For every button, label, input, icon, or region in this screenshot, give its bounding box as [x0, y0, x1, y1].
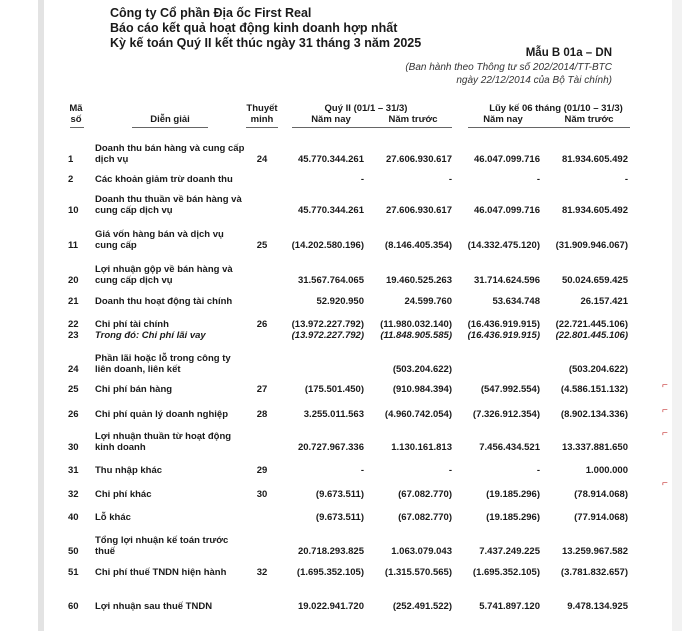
- row-ytd-prior-year: -: [624, 174, 628, 185]
- row-description: Chi phí tài chính: [95, 319, 169, 330]
- stamp-mark: ⌐: [662, 428, 668, 439]
- row-description: Lỗ khác: [95, 512, 131, 523]
- row-ytd-prior-year: (4.586.151.132): [560, 384, 628, 395]
- row-description: Lợi nhuận sau thuế TNDN: [95, 601, 213, 612]
- row-ytd-prior-year: 26.157.421: [580, 296, 628, 307]
- row-ytd-this-year: (7.326.912.354): [472, 409, 540, 420]
- row-code: 60: [68, 601, 79, 612]
- row-quarter-this-year: (9.673.511): [315, 489, 364, 500]
- row-quarter-this-year: -: [360, 174, 364, 185]
- row-ytd-prior-year: 50.024.659.425: [561, 275, 628, 286]
- row-code: 50: [68, 546, 79, 557]
- col-quarter-header: Quý II (01/1 – 31/3): [324, 103, 408, 114]
- row-description: Doanh thu bán hàng và cung cấp dịch vụ: [95, 143, 245, 165]
- row-ytd-this-year: 31.714.624.596: [473, 275, 540, 286]
- circular-line-1: (Ban hành theo Thông tư số 202/2014/TT-BTC: [405, 62, 612, 73]
- report-period: Kỳ kế toán Quý II kết thúc ngày 31 tháng 3 năm 2025: [110, 36, 422, 50]
- row-ytd-this-year: (16.436.919.915): [467, 319, 540, 330]
- row-code: 2: [68, 174, 74, 185]
- row-description: Trong đó: Chi phí lãi vay: [95, 330, 206, 341]
- row-code: 24: [68, 364, 79, 375]
- row-quarter-prior-year: (1.315.570.565): [384, 567, 452, 578]
- row-ytd-this-year: -: [536, 174, 540, 185]
- row-quarter-prior-year: (503.204.622): [392, 364, 452, 375]
- col-quarter-this-year: Năm nay: [311, 114, 351, 125]
- row-ytd-this-year: (19.185.296): [486, 512, 540, 523]
- row-quarter-prior-year: -: [448, 465, 452, 476]
- row-quarter-prior-year: (4.960.742.054): [384, 409, 452, 420]
- row-ytd-prior-year: (31.909.946.067): [555, 240, 628, 251]
- row-quarter-this-year: (1.695.352.105): [296, 567, 364, 578]
- row-ytd-prior-year: (8.902.134.336): [560, 409, 628, 420]
- row-code: 22: [68, 319, 79, 330]
- row-quarter-this-year: -: [360, 465, 364, 476]
- row-description: Doanh thu thuần về bán hàng và cung cấp dịch vụ: [95, 194, 242, 216]
- row-note: 25: [256, 240, 268, 251]
- row-quarter-prior-year: 19.460.525.263: [385, 275, 452, 286]
- row-ytd-prior-year: 81.934.605.492: [561, 154, 628, 165]
- col-code-header-1: Mã: [69, 103, 83, 114]
- row-note: 30: [256, 489, 268, 500]
- col-ytd-this-year: Năm nay: [483, 114, 523, 125]
- row-ytd-prior-year: (78.914.068): [574, 489, 628, 500]
- row-quarter-prior-year: -: [448, 174, 452, 185]
- row-description: Tổng lợi nhuận kế toán trước thuế: [95, 535, 229, 557]
- row-note: 27: [256, 384, 268, 395]
- col-desc-header: Diễn giải: [150, 114, 190, 125]
- row-code: 25: [68, 384, 79, 395]
- row-ytd-prior-year: 81.934.605.492: [561, 205, 628, 216]
- row-description: Các khoản giảm trừ doanh thu: [95, 174, 233, 185]
- col-code-header-2: số: [70, 114, 82, 125]
- stamp-mark: ⌐: [662, 405, 668, 416]
- row-ytd-prior-year: 13.259.967.582: [561, 546, 628, 557]
- row-note: 28: [256, 409, 268, 420]
- row-ytd-prior-year: 1.000.000: [585, 465, 628, 476]
- col-ytd-prior-year: Năm trước: [564, 114, 614, 125]
- underline-ytd: [468, 127, 630, 128]
- row-ytd-this-year: 5.741.897.120: [479, 601, 540, 612]
- row-quarter-prior-year: 27.606.930.617: [385, 205, 452, 216]
- row-quarter-this-year: (9.673.511): [315, 512, 364, 523]
- row-description: Lợi nhuận gộp về bán hàng và cung cấp dịch vụ: [95, 264, 233, 286]
- row-quarter-this-year: (175.501.450): [304, 384, 364, 395]
- row-quarter-prior-year: 24.599.760: [404, 296, 452, 307]
- underline-desc: [132, 127, 208, 128]
- row-description: Chi phí bán hàng: [95, 384, 173, 395]
- col-quarter-prior-year: Năm trước: [388, 114, 438, 125]
- report-title: Báo cáo kết quả hoạt động kinh doanh hợp nhất: [110, 21, 398, 35]
- col-note-header-1: Thuyết: [246, 103, 278, 114]
- scan-edge-right: [672, 0, 682, 631]
- row-code: 23: [68, 330, 79, 341]
- row-code: 30: [68, 442, 79, 453]
- row-quarter-this-year: (13.972.227.792): [291, 330, 364, 341]
- row-quarter-this-year: 20.718.293.825: [297, 546, 364, 557]
- row-ytd-this-year: 7.456.434.521: [479, 442, 540, 453]
- scan-edge-left: [38, 0, 44, 631]
- row-ytd-this-year: (14.332.475.120): [467, 240, 540, 251]
- row-code: 10: [68, 205, 79, 216]
- row-quarter-prior-year: (910.984.394): [392, 384, 452, 395]
- row-ytd-prior-year: 13.337.881.650: [561, 442, 628, 453]
- row-quarter-prior-year: 1.130.161.813: [391, 442, 452, 453]
- underline-note: [246, 127, 278, 128]
- stamp-mark: ⌐: [662, 478, 668, 489]
- row-description: Giá vốn hàng bán và dịch vụ cung cấp: [95, 229, 224, 251]
- row-quarter-prior-year: (11.848.905.585): [380, 330, 452, 341]
- row-quarter-this-year: 31.567.764.065: [297, 275, 364, 286]
- row-quarter-this-year: 19.022.941.720: [297, 601, 364, 612]
- row-ytd-this-year: 7.437.249.225: [479, 546, 540, 557]
- circular-line-2: ngày 22/12/2014 của Bộ Tài chính): [456, 75, 612, 86]
- row-description: Lợi nhuận thuần từ hoạt động kinh doanh: [95, 431, 232, 453]
- row-quarter-this-year: (13.972.227.792): [291, 319, 364, 330]
- row-description: Phần lãi hoặc lỗ trong công ty liên doanh, liên kết: [95, 353, 231, 375]
- stamp-mark: ⌐: [662, 380, 668, 391]
- row-quarter-prior-year: (67.082.770): [398, 512, 452, 523]
- row-description: Chi phí quản lý doanh nghiệp: [95, 409, 228, 420]
- row-quarter-prior-year: (67.082.770): [398, 489, 452, 500]
- row-quarter-this-year: 3.255.011.563: [303, 409, 364, 420]
- row-quarter-this-year: 45.770.344.261: [297, 154, 364, 165]
- underline-code: [70, 127, 84, 128]
- row-ytd-prior-year: (503.204.622): [568, 364, 628, 375]
- col-ytd-header: Lũy kế 06 tháng (01/10 – 31/3): [489, 103, 623, 114]
- row-ytd-prior-year: (22.801.445.106): [555, 330, 628, 341]
- row-code: 11: [68, 240, 79, 251]
- row-description: Doanh thu hoạt động tài chính: [95, 296, 233, 307]
- row-ytd-prior-year: (77.914.068): [574, 512, 628, 523]
- row-description: Chi phí thuế TNDN hiện hành: [95, 567, 227, 578]
- row-ytd-this-year: (16.436.919.915): [467, 330, 540, 341]
- row-quarter-prior-year: 1.063.079.043: [391, 546, 452, 557]
- row-ytd-prior-year: (22.721.445.106): [555, 319, 628, 330]
- row-ytd-prior-year: 9.478.134.925: [567, 601, 628, 612]
- row-note: 24: [256, 154, 268, 165]
- row-ytd-this-year: (1.695.352.105): [472, 567, 540, 578]
- row-code: 21: [68, 296, 79, 307]
- row-quarter-prior-year: 27.606.930.617: [385, 154, 452, 165]
- row-quarter-this-year: 52.920.950: [316, 296, 364, 307]
- row-code: 32: [68, 489, 79, 500]
- row-code: 20: [68, 275, 79, 286]
- col-note-header-2: minh: [250, 114, 274, 125]
- row-ytd-this-year: (547.992.554): [480, 384, 540, 395]
- row-quarter-prior-year: (11.980.032.140): [380, 319, 452, 330]
- row-code: 40: [68, 512, 79, 523]
- row-quarter-prior-year: (252.491.522): [392, 601, 452, 612]
- row-note: 32: [256, 567, 268, 578]
- row-note: 29: [256, 465, 268, 476]
- row-quarter-this-year: 20.727.967.336: [297, 442, 364, 453]
- row-description: Thu nhập khác: [95, 465, 163, 476]
- row-code: 31: [68, 465, 79, 476]
- row-description: Chi phí khác: [95, 489, 152, 500]
- row-quarter-this-year: (14.202.580.196): [291, 240, 364, 251]
- row-ytd-this-year: 46.047.099.716: [473, 154, 540, 165]
- row-code: 26: [68, 409, 79, 420]
- row-note: 26: [256, 319, 268, 330]
- company-name: Công ty Cổ phần Địa ốc First Real: [110, 6, 312, 20]
- row-ytd-this-year: -: [536, 465, 540, 476]
- row-quarter-prior-year: (8.146.405.354): [384, 240, 452, 251]
- row-ytd-this-year: (19.185.296): [486, 489, 540, 500]
- row-code: 1: [68, 154, 74, 165]
- row-code: 51: [68, 567, 79, 578]
- row-quarter-this-year: 45.770.344.261: [297, 205, 364, 216]
- underline-quarter: [292, 127, 452, 128]
- form-code: Mẫu B 01a – DN: [525, 47, 612, 59]
- row-ytd-prior-year: (3.781.832.657): [560, 567, 628, 578]
- row-ytd-this-year: 53.634.748: [492, 296, 540, 307]
- row-ytd-this-year: 46.047.099.716: [473, 205, 540, 216]
